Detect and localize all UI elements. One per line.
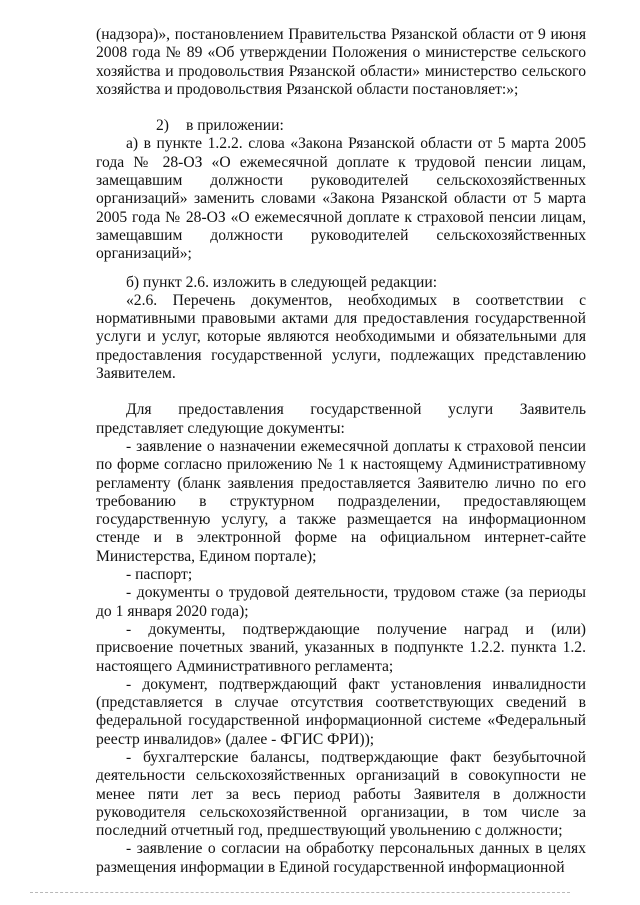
document-list-item-passport: - паспорт; [126,566,193,584]
footer-divider [30,892,570,893]
document-list-item-balance-sheets: - бухгалтерские балансы, подтверждающие факт безубыточной деятельности сельскохозяйственных организаций в совокупности не менее пяти лет за весь период работы Заявителя в должности руководителя сельскохозяйственной организации, в том числе за последний отчетный год, предшествующий увольнению с должности; [96,748,586,840]
document-list-item-disability: - документ, подтверждающий факт установления инвалидности (представляется в случае отсутствия соответствующих сведений в федеральной государственной информационной системе «Федеральный реестр инвалидов» (далее - ФГИС ФРИ)); [96,675,586,748]
document-list-item-application: - заявление о назначении ежемесячной доплаты к страховой пенсии по форме согласно приложению № 1 к настоящему Административному регламенту (бланк заявления предоставляется Заявителю лично по его требованию в структурном подразделении, предоставляющем государственную услугу, а также размещается на информационном стенде и в электронной форме на официальном интернет-сайте Министерства, Едином портале); [96,437,586,565]
documents-intro: Для предоставления государственной услуги Заявитель представляет следующие документы: [96,401,586,437]
subitem-b-heading: б) пункт 2.6. изложить в следующей редакции: [126,273,438,291]
clause-2-6-paragraph: «2.6. Перечень документов, необходимых в соответствии с нормативными правовыми актами для предоставления государственной услуги и услуг, которые являются необходимыми и обязательными для предоставления государственной услуги, подлежащих представлению Заявителем. [96,291,586,383]
document-body [96,26,586,877]
subitem-a-paragraph: а) в пункте 1.2.2. слова «Закона Рязанской области от 5 марта 2005 года № 28-ОЗ «О ежемесячной доплате к трудовой пенсии лицам, замещавшим должности руководителей сельскохозяйственных организаций» заменить словами «Закона Рязанской области от 5 марта 2005 года № 28-ОЗ «О ежемесячной доплате к страховой пенсии лицам, замещавшим должности руководителей сельскохозяйственных организаций»; [96,135,586,263]
item-2-label: в приложении: [186,117,284,135]
intro-paragraph: (надзора)», постановлением Правительства Рязанской области от 9 июня 2008 года № 89 «Об утверждении Положения о министерстве сельского хозяйства и продовольствия Рязанской области» министерство сельского хозяйства и продовольствия Рязанской области постановляет:»; [96,26,586,98]
document-list-item-work-history: - документы о трудовой деятельности, трудовом стаже (за периоды до 1 января 2020 года); [96,584,586,620]
item-2-heading [96,117,586,135]
document-list-item-data-consent: - заявление о согласии на обработку персональных данных в целях размещения информации в Единой государственной информационной [96,840,586,876]
item-2-number: 2) [156,117,169,135]
document-list-item-awards: - документы, подтверждающие получение наград и (или) присвоение почетных званий, указанных в подпункте 1.2.2. пункта 1.2. настоящего Административного регламента; [96,620,586,675]
